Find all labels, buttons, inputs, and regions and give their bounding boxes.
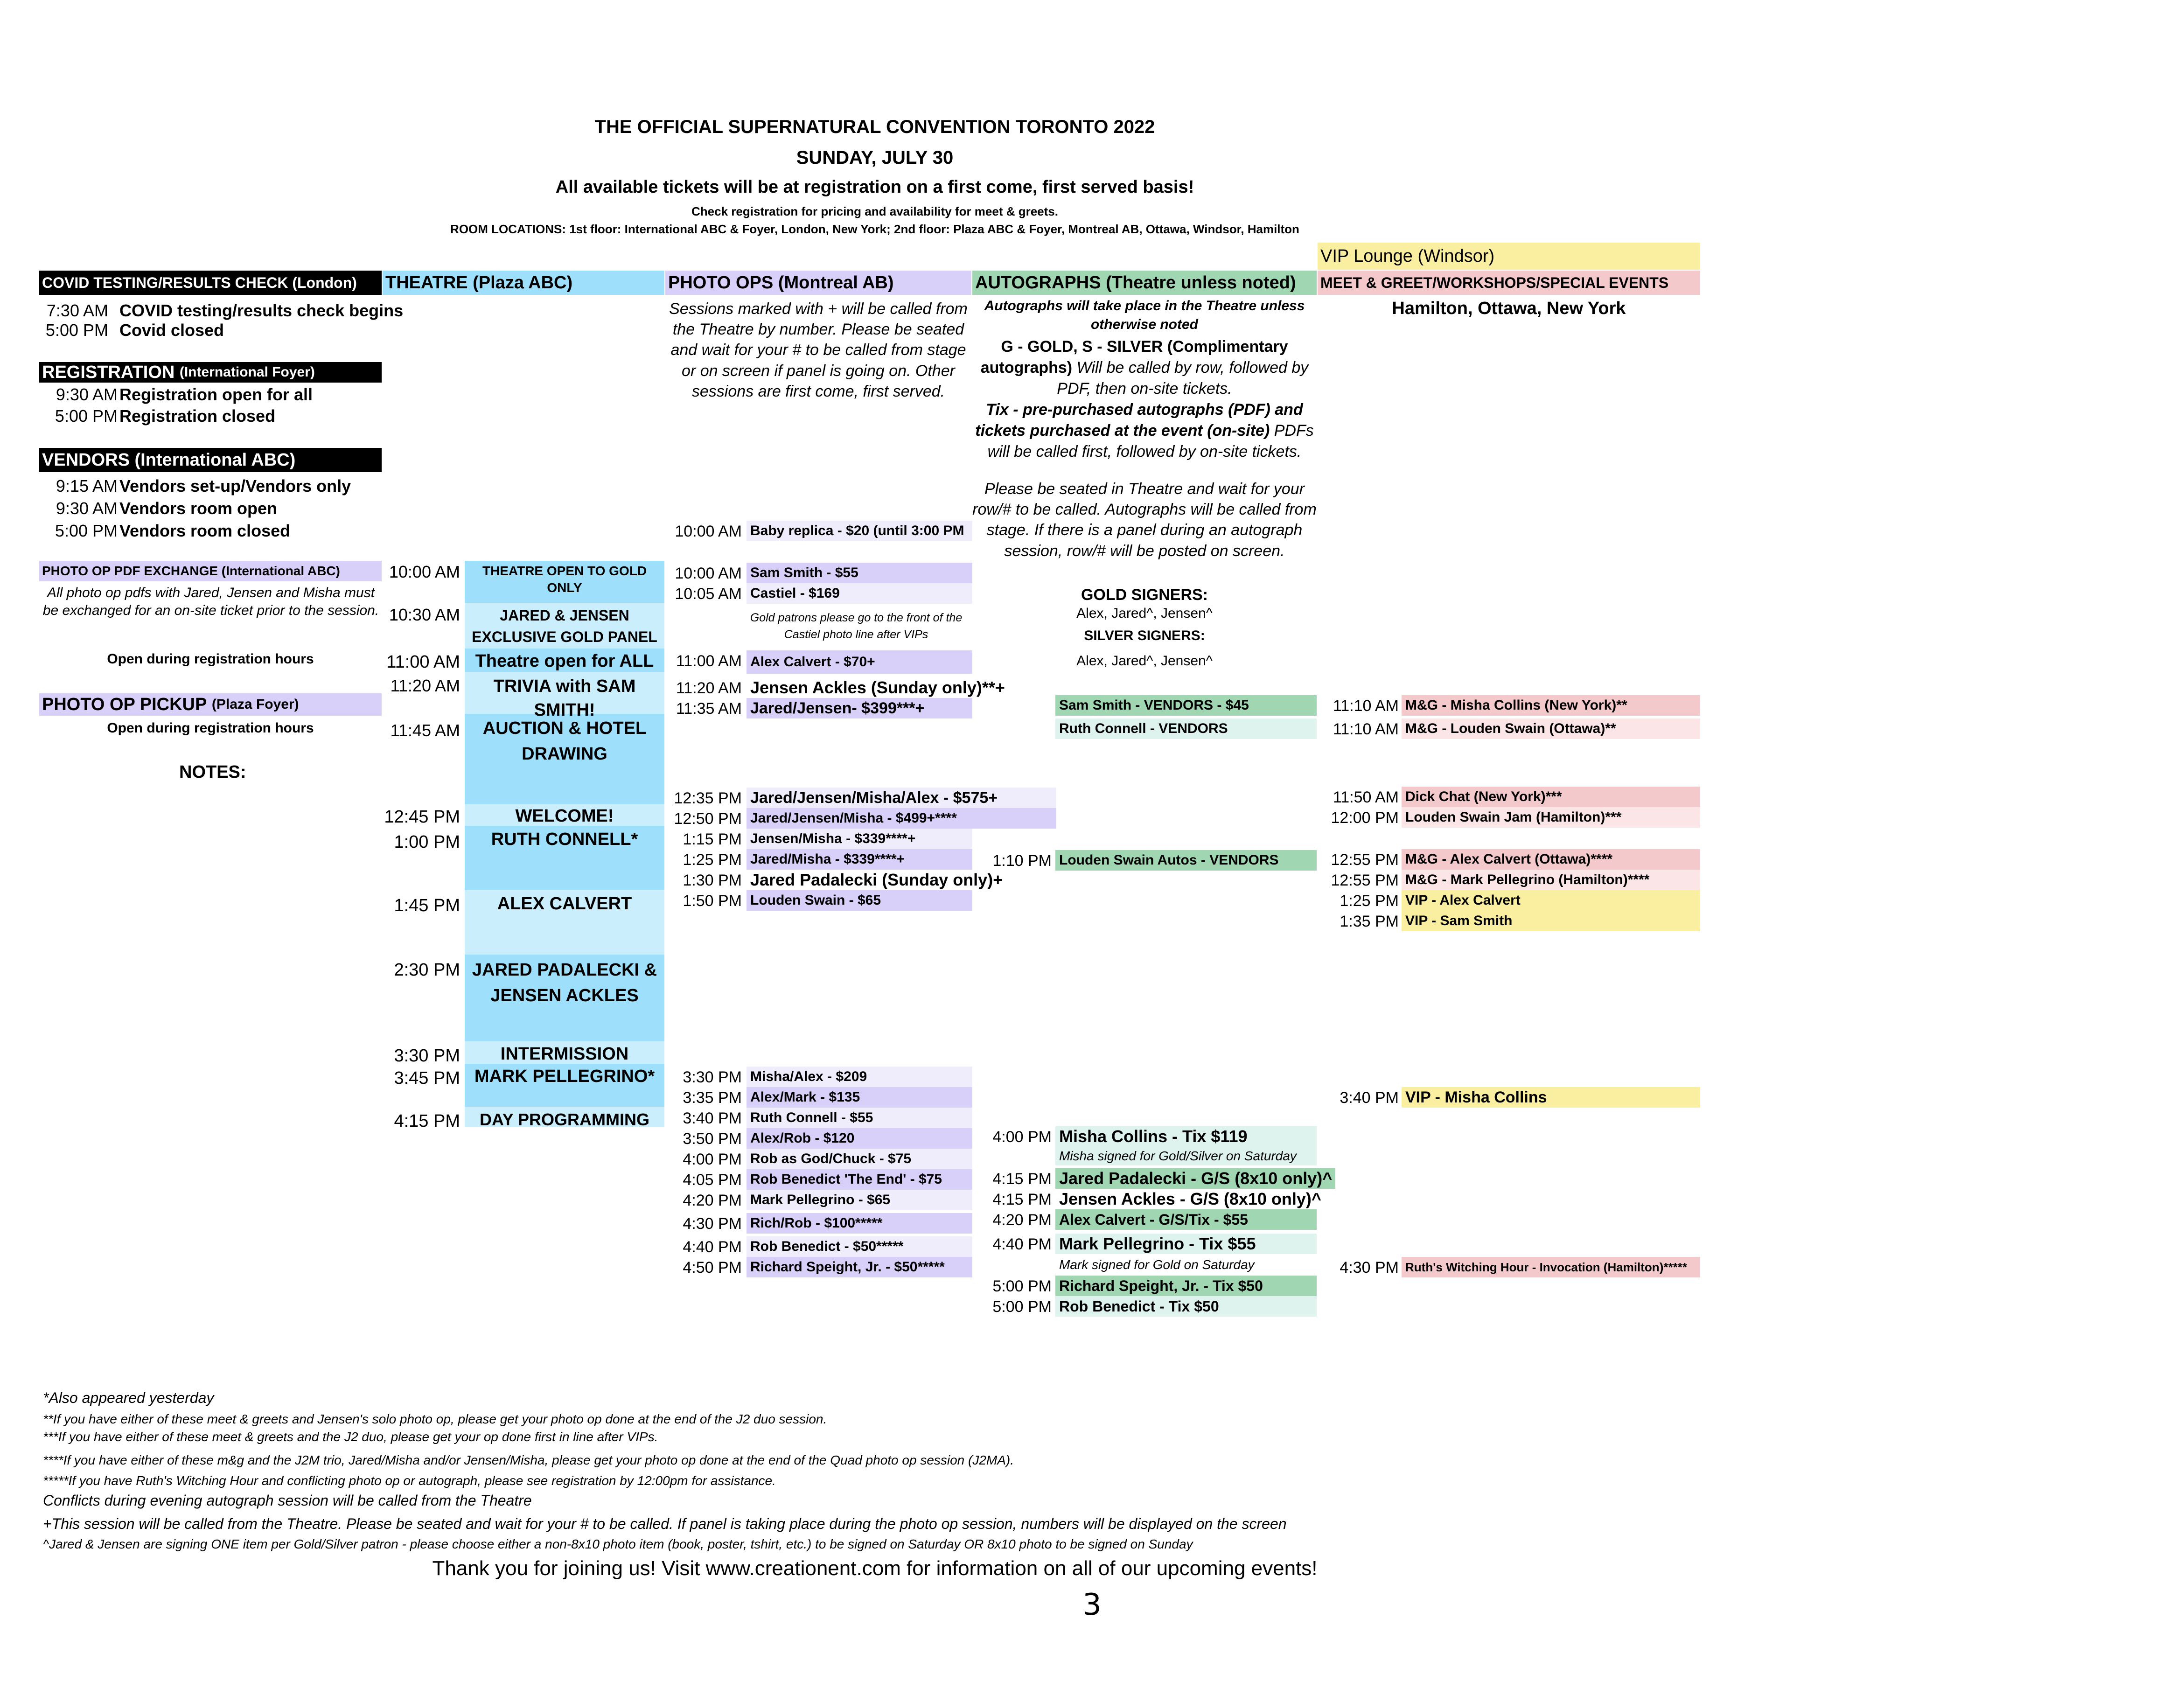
autograph-event: Mark Pellegrino - Tix $55 (1055, 1234, 1317, 1254)
meet-greet-time: 11:10 AM (1333, 697, 1399, 715)
photo-op-time: 4:00 PM (683, 1151, 742, 1168)
pdf-exchange-hours: Open during registration hours (107, 651, 314, 667)
photo-op-time: 4:40 PM (683, 1238, 742, 1256)
theatre-event: ALEX CALVERT (497, 894, 632, 914)
theatre-time: 12:45 PM (384, 807, 460, 827)
footnote: ***If you have either of these meet & greets and the J2 duo, please get your op done first in line after VIPs. (43, 1430, 658, 1444)
vendors-time: 9:15 AM (56, 476, 118, 495)
photo-op-time: 1:25 PM (683, 851, 742, 869)
thank-you-message: Thank you for joining us! Visit www.creationent.com for information on all of our upcoming events! (432, 1557, 1318, 1580)
autographs-intro-1: Autographs will take place in the Theatre unless otherwise noted (984, 298, 1305, 332)
photo-op-event: Richard Speight, Jr. - $50***** (747, 1257, 972, 1277)
photo-op-event: Mark Pellegrino - $65 (747, 1190, 972, 1210)
page-number: 3 (1082, 1588, 1102, 1622)
photo-op-event: Alex/Mark - $135 (747, 1087, 972, 1108)
footnote: **If you have either of these meet & greets and Jensen's solo photo op, please get your photo op done at the end of the J2 duo session. (43, 1412, 827, 1426)
trivia-clip (465, 672, 664, 720)
autographs-intro-clip (972, 297, 1317, 481)
theatre-event: TRIVIA with SAM SMITH! (493, 677, 636, 720)
theatre-time: 3:45 PM (394, 1068, 460, 1088)
autographs-intro-2: Will be called by row, followed by PDF, then on-site tickets. (1057, 359, 1309, 398)
photo-op-event: Jared Padalecki (Sunday only)+ (750, 870, 1003, 889)
silver-signers-label: SILVER SIGNERS: (1084, 628, 1205, 643)
autograph-time: 5:00 PM (992, 1298, 1052, 1316)
vendors-label: Vendors set-up/Vendors only (119, 476, 351, 495)
theatre-event: THEATRE OPEN TO GOLD ONLY (482, 564, 647, 595)
event-date: SUNDAY, JULY 30 (796, 147, 954, 168)
autograph-event: Sam Smith - VENDORS - $45 (1055, 695, 1317, 716)
photo-op-time: 11:35 AM (676, 700, 742, 718)
autograph-event: Jared Padalecki - G/S (8x10 only)^ (1055, 1168, 1335, 1189)
theatre-time: 10:30 AM (389, 605, 460, 624)
photo-op-time: 11:00 AM (676, 652, 742, 670)
theatre-time: 3:30 PM (394, 1046, 460, 1066)
photo-op-event: Jared/Misha - $339****+ (747, 849, 972, 870)
photo-pickup-header (39, 693, 382, 716)
theatre-time: 10:00 AM (389, 562, 460, 581)
meet-greet-rooms: Hamilton, Ottawa, New York (1392, 299, 1626, 318)
covid-label: COVID testing/results check begins (119, 301, 404, 320)
notes-label: NOTES: (179, 762, 246, 782)
footnote: *****If you have Ruth's Witching Hour and conflicting photo op or autograph, please see registration by 12:00pm for assistance. (43, 1473, 776, 1488)
theatre-time: 11:00 AM (386, 652, 460, 672)
meet-greet-event: Dick Chat (New York)*** (1402, 787, 1700, 807)
gold-signers-label: GOLD SIGNERS: (1081, 586, 1208, 604)
photo-op-time: 10:00 AM (675, 523, 742, 540)
photo-op-event: Louden Swain - $65 (747, 890, 972, 911)
photo-op-event: Jared/Jensen/Misha/Alex - $575+ (747, 788, 1056, 808)
photo-op-event: Jared/Jensen- $399***+ (747, 698, 972, 718)
check-note: Check registration for pricing and availability for meet & greets. (691, 204, 1058, 218)
meet-greet-event: M&G - Alex Calvert (Ottawa)**** (1402, 849, 1700, 870)
photo-op-event: Jared/Jensen/Misha - $499+**** (747, 808, 1056, 829)
registration-header-main: REGISTRATION (42, 362, 175, 382)
meet-greet-time: 1:35 PM (1340, 913, 1399, 930)
autograph-time: 4:15 PM (992, 1191, 1052, 1208)
autograph-time: 4:15 PM (992, 1170, 1052, 1188)
vendors-label: Vendors room closed (119, 521, 291, 540)
photo-op-time: 3:50 PM (683, 1130, 742, 1148)
theatre-time: 1:45 PM (394, 896, 460, 915)
tickets-note: All available tickets will be at registration on a first come, first served basis! (555, 177, 1194, 197)
gold-signers: Alex, Jared^, Jensen^ (1076, 606, 1213, 621)
vendors-header: VENDORS (International ABC) (39, 448, 382, 472)
footnote: ****If you have either of these m&g and the J2M trio, Jared/Misha and/or Jensen/Misha, please get your photo op done at the end of the Quad photo op session (J2MA). (43, 1453, 1014, 1467)
page-title: THE OFFICIAL SUPERNATURAL CONVENTION TORONTO 2022 (594, 117, 1155, 137)
photo-op-event: Rich/Rob - $100***** (747, 1213, 972, 1234)
covid-label: Covid closed (119, 321, 224, 340)
photo-op-time: 4:50 PM (683, 1259, 742, 1276)
autograph-time: 4:20 PM (992, 1211, 1052, 1229)
photo-op-event: Baby replica - $20 (until 3:00 PM (747, 521, 972, 541)
meet-greet-event: VIP - Sam Smith (1402, 911, 1700, 931)
meet-greet-event: M&G - Mark Pellegrino (Hamilton)**** (1402, 870, 1700, 890)
meet-greet-time: 12:00 PM (1331, 809, 1399, 827)
photo-op-time: 4:20 PM (683, 1192, 742, 1209)
vendors-time: 9:30 AM (56, 499, 118, 518)
autograph-event: Misha signed for Gold/Silver on Saturday (1055, 1147, 1317, 1165)
reg-time: 5:00 PM (55, 406, 118, 425)
vendors-time: 5:00 PM (55, 521, 118, 540)
theatre-time: 4:15 PM (394, 1111, 460, 1131)
registration-header (39, 362, 382, 383)
vip-lounge-header: VIP Lounge (Windsor) (1318, 243, 1700, 270)
theatre-time: 11:20 AM (390, 676, 460, 695)
theatre-event: JARED & JENSEN EXCLUSIVE GOLD PANEL (472, 607, 657, 646)
footnote: +This session will be called from the Theatre. Please be seated and wait for your # to be called. If panel is taking place during the photo op session, numbers will be displayed on the screen (43, 1515, 1287, 1532)
room-locations: ROOM LOCATIONS: 1st floor: International ABC & Foyer, London, New York; 2nd floor: Plaza ABC & Foyer, Montreal AB, Ottawa, Windsor, Hamilton (450, 222, 1299, 236)
autograph-event: Louden Swain Autos - VENDORS (1055, 850, 1317, 871)
photo-op-event: Ruth Connell - $55 (747, 1108, 972, 1128)
theatre-event: DAY PROGRAMMING (479, 1110, 650, 1129)
photo-op-time: 10:05 AM (675, 585, 742, 603)
autograph-time: 4:00 PM (992, 1128, 1052, 1146)
meet-greet-event: M&G - Louden Swain (Ottawa)** (1402, 718, 1700, 739)
photo-op-time: 3:30 PM (683, 1068, 742, 1086)
autographs-intro-3: PDFs will be called first, followed by on-site tickets. (987, 421, 1314, 460)
photo-op-time: 3:35 PM (683, 1089, 742, 1107)
autograph-event: Misha Collins - Tix $119 (1055, 1126, 1317, 1147)
pdf-exchange-note: All photo op pdfs with Jared, Jensen and Misha must be exchanged for an on-site ticket prior to the session. (42, 585, 379, 619)
photo-op-event: Sam Smith - $55 (747, 563, 972, 583)
photo-op-time: 4:05 PM (683, 1171, 742, 1189)
meet-greet-event: M&G - Misha Collins (New York)** (1402, 695, 1700, 716)
reg-label: Registration closed (119, 406, 276, 425)
meet-greet-time: 11:50 AM (1333, 788, 1399, 806)
meet-greet-time: 3:40 PM (1340, 1089, 1399, 1107)
photo-ops-header: PHOTO OPS (Montreal AB) (665, 271, 971, 295)
autographs-intro-3-bold: Tix - pre-purchased autographs (PDF) and tickets purchased at the event (on-site) (975, 400, 1303, 439)
photo-op-event: Rob as God/Chuck - $75 (747, 1149, 972, 1169)
photo-op-time: 4:30 PM (683, 1215, 742, 1233)
photo-op-event: Castiel - $169 (747, 583, 972, 604)
photo-op-time: 3:40 PM (683, 1109, 742, 1127)
autograph-event: Alex Calvert - G/S/Tix - $55 (1055, 1209, 1317, 1230)
theatre-time: 2:30 PM (394, 960, 460, 980)
autograph-time: 5:00 PM (992, 1277, 1052, 1295)
autograph-event: Jensen Ackles - G/S (8x10 only)^ (1059, 1189, 1321, 1208)
photo-ops-intro: Sessions marked with + will be called from the Theatre by number. Please be seated and wait for your # to be called from stage or on screen if panel is going on. Other sessions are first come, first served. (669, 300, 968, 400)
pdf-exchange-header: PHOTO OP PDF EXCHANGE (International ABC) (39, 561, 382, 581)
photo-op-time: 12:50 PM (674, 810, 742, 828)
photo-op-event: Jensen Ackles (Sunday only)**+ (750, 678, 1005, 697)
covid-header: COVID TESTING/RESULTS CHECK (London) (39, 271, 382, 295)
photo-op-time: 12:35 PM (674, 789, 742, 807)
photo-op-time: 1:50 PM (683, 892, 742, 910)
meet-greet-time: 4:30 PM (1340, 1259, 1399, 1276)
photo-op-time: 1:15 PM (683, 830, 742, 848)
autograph-time: 4:40 PM (992, 1235, 1052, 1253)
theatre-event: MARK PELLEGRINO* (474, 1067, 655, 1086)
reg-label: Registration open for all (119, 385, 313, 404)
photo-op-time: 10:00 AM (675, 565, 742, 582)
photo-op-time: 11:20 AM (676, 679, 742, 697)
photo-pickup-header-sub: (Plaza Foyer) (211, 697, 299, 712)
castiel-gold-note: Gold patrons please go to the front of the Castiel photo line after VIPs (750, 611, 963, 642)
meet-greet-time: 12:55 PM (1331, 872, 1399, 889)
autographs-header: AUTOGRAPHS (Theatre unless noted) (972, 271, 1317, 295)
theatre-event: RUTH CONNELL* (491, 830, 638, 849)
photo-op-event: Rob Benedict 'The End' - $75 (747, 1169, 972, 1190)
theatre-event: JARED PADALECKI & JENSEN ACKLES (472, 960, 657, 1006)
meet-greet-time: 11:10 AM (1333, 720, 1399, 738)
photo-op-event: Alex Calvert - $70+ (747, 650, 972, 674)
photo-op-event: Rob Benedict - $50***** (747, 1236, 972, 1257)
autograph-event: Rob Benedict - Tix $50 (1055, 1296, 1317, 1317)
autograph-time: 1:10 PM (992, 852, 1052, 870)
photo-pickup-hours: Open during registration hours (107, 720, 314, 736)
footnote: ^Jared & Jensen are signing ONE item per Gold/Silver patron - please choose either a non-8x10 photo item (book, poster, tshirt, etc.) to be signed on Saturday OR 8x10 photo to be signed on Sunday (43, 1537, 1193, 1551)
silver-signers: Alex, Jared^, Jensen^ (1076, 653, 1213, 669)
footnote: Conflicts during evening autograph session will be called from the Theatre (43, 1492, 532, 1509)
photo-pickup-header-main: PHOTO OP PICKUP (42, 694, 207, 714)
theatre-time: 11:45 AM (390, 721, 460, 740)
theatre-header: THEATRE (Plaza ABC) (383, 271, 664, 295)
theatre-event: INTERMISSION (500, 1044, 629, 1064)
vendors-label: Vendors room open (119, 499, 278, 518)
autograph-event: Richard Speight, Jr. - Tix $50 (1055, 1276, 1317, 1296)
theatre-event: Theatre open for ALL (475, 651, 654, 671)
autographs-intro-4: Please be seated in Theatre and wait for your row/# to be called. Autographs will be called from stage. If there is a panel during an autograph session, row/# will be posted on screen. (972, 480, 1317, 560)
theatre-event: AUCTION & HOTEL DRAWING (482, 718, 647, 764)
theatre-time: 1:00 PM (394, 832, 460, 852)
meet-greet-event: VIP - Misha Collins (1402, 1087, 1700, 1108)
covid-time: 5:00 PM (45, 321, 108, 340)
footnote: *Also appeared yesterday (43, 1389, 214, 1406)
meet-greet-event: Louden Swain Jam (Hamilton)*** (1402, 807, 1700, 828)
autographs-intro-2-bold: G - GOLD, S - SILVER (Complimentary autographs) (980, 338, 1288, 377)
meet-greet-event: VIP - Alex Calvert (1402, 890, 1700, 911)
autographs-intro (972, 297, 1317, 462)
reg-time: 9:30 AM (56, 385, 118, 404)
autograph-event: Mark signed for Gold on Saturday (1059, 1257, 1255, 1272)
autograph-event: Ruth Connell - VENDORS (1055, 718, 1317, 739)
meet-greet-event: Ruth's Witching Hour - Invocation (Hamilton)***** (1402, 1257, 1700, 1277)
photo-op-time: 1:30 PM (683, 872, 742, 889)
theatre-event: WELCOME! (515, 806, 614, 826)
covid-time: 7:30 AM (46, 301, 108, 320)
meet-greet-header: MEET & GREET/WORKSHOPS/SPECIAL EVENTS (1318, 271, 1700, 295)
photo-op-event: Alex/Rob - $120 (747, 1128, 972, 1149)
photo-op-event: Jensen/Misha - $339****+ (747, 829, 972, 849)
photo-op-event: Misha/Alex - $209 (747, 1067, 972, 1087)
registration-header-sub: (International Foyer) (179, 364, 315, 380)
meet-greet-time: 1:25 PM (1340, 892, 1399, 910)
meet-greet-time: 12:55 PM (1331, 851, 1399, 869)
